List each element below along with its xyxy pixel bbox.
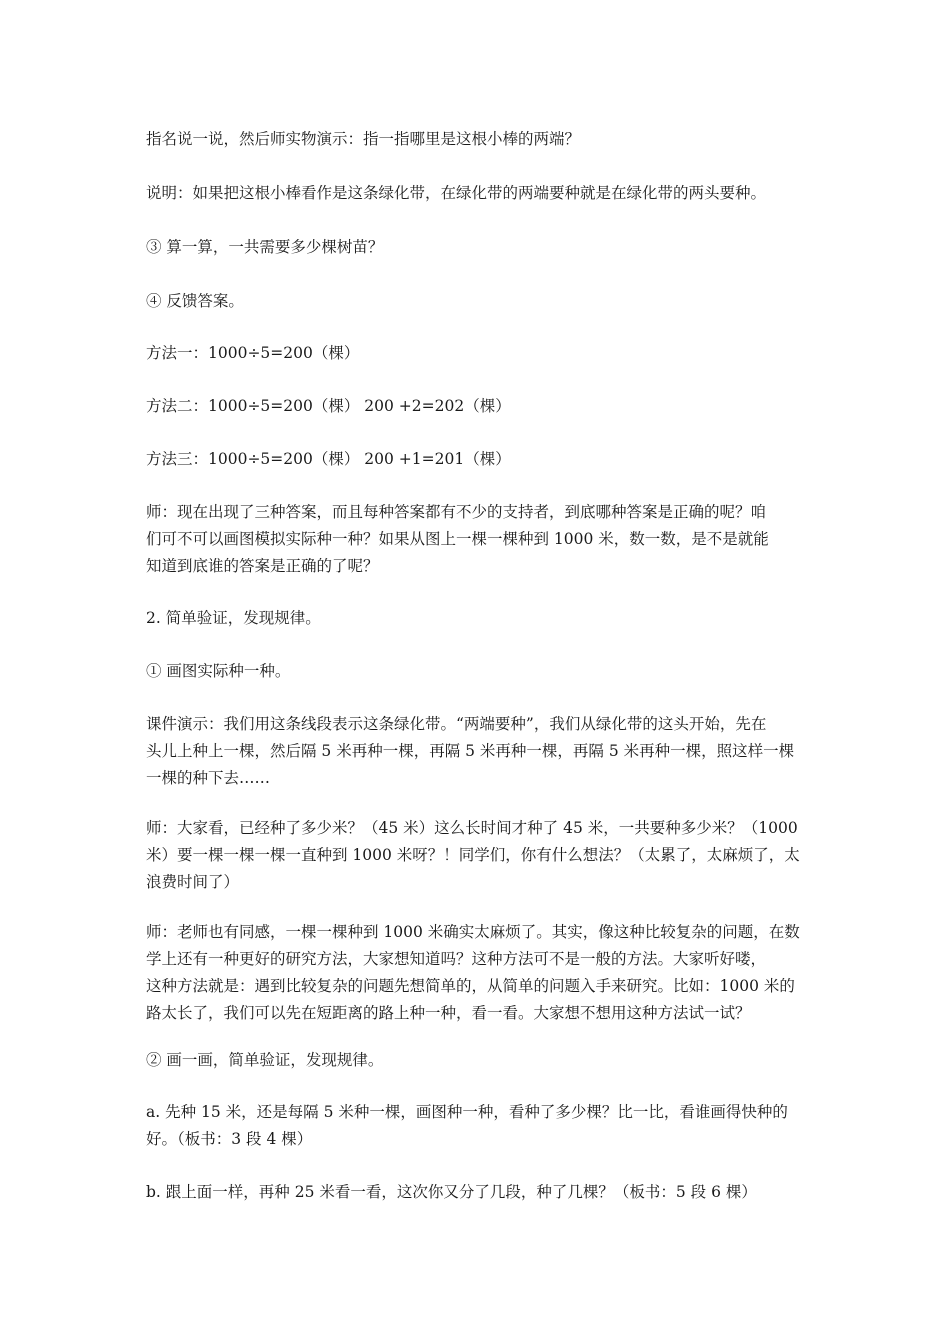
text-line: ③ 算一算，一共需要多少棵树苗？ xyxy=(146,238,384,256)
paragraph-11 xyxy=(146,711,816,792)
text-line: 指名说一说，然后师实物演示：指一指哪里是这根小棒的两端？ xyxy=(146,130,581,148)
text-line: 好。（板书：3 段 4 棵） xyxy=(146,1130,313,1148)
paragraph-6 xyxy=(146,393,816,420)
text-line: 师：现在出现了三种答案，而且每种答案都有不少的支持者，到底哪种答案是正确的呢？咱 xyxy=(146,503,767,521)
text-line: 课件演示：我们用这条线段表示这条绿化带。“两端要种”，我们从绿化带的这头开始，先在 xyxy=(146,715,767,733)
text-line: 米）要一棵一棵一棵一直种到 1000 米呀？！同学们，你有什么想法？（太累了，太麻烦了，太 xyxy=(146,846,800,864)
text-line: ② 画一画，简单验证，发现规律。 xyxy=(146,1051,384,1069)
text-line: 浪费时间了） xyxy=(146,873,240,891)
text-line: 方法三：1000÷5=200（棵） 200 +1=201（棵） xyxy=(146,450,511,468)
paragraph-15 xyxy=(146,1099,816,1153)
paragraph-16 xyxy=(146,1179,816,1206)
text-line: 们可不可以画图模拟实际种一种？如果从图上一棵一棵种到 1000 米，数一数，是不是就能 xyxy=(146,530,769,548)
text-line: 头儿上种上一棵，然后隔 5 米再种一棵，再隔 5 米再种一棵，再隔 5 米再种一棵，照这样一棵 xyxy=(146,742,795,760)
text-line: 师：大家看，已经种了多少米？（45 米）这么长时间才种了 45 米，一共要种多少米？（1000 xyxy=(146,819,798,837)
paragraph-10 xyxy=(146,658,816,685)
text-line: 路太长了，我们可以先在短距离的路上种一种，看一看。大家想不想用这种方法试一试？ xyxy=(146,1004,751,1022)
text-line: 方法一：1000÷5=200（棵） xyxy=(146,344,360,362)
paragraph-13 xyxy=(146,919,816,1027)
paragraph-1 xyxy=(146,126,816,153)
text-line: 这种方法就是：遇到比较复杂的问题先想简单的，从简单的问题入手来研究。比如：1000 米的 xyxy=(146,977,795,995)
text-line: 一棵的种下去…… xyxy=(146,769,271,787)
text-line: ① 画图实际种一种。 xyxy=(146,662,291,680)
paragraph-8 xyxy=(146,499,816,580)
text-line: 2. 简单验证，发现规律。 xyxy=(146,609,321,627)
text-line: 知道到底谁的答案是正确的了呢？ xyxy=(146,557,379,575)
paragraph-4 xyxy=(146,288,816,315)
paragraph-5 xyxy=(146,340,816,367)
paragraph-9 xyxy=(146,605,816,632)
text-line: a. 先种 15 米，还是每隔 5 米种一棵，画图种一种，看种了多少棵？比一比，看谁画得快种的 xyxy=(146,1103,788,1121)
text-line: ④ 反馈答案。 xyxy=(146,292,244,310)
text-line: b. 跟上面一样，再种 25 米看一看，这次你又分了几段，种了几棵？（板书：5 段 6 棵） xyxy=(146,1183,757,1201)
text-line: 学上还有一种更好的研究方法，大家想知道吗？这种方法可不是一般的方法。大家听好喽， xyxy=(146,950,767,968)
paragraph-14 xyxy=(146,1047,816,1074)
paragraph-7 xyxy=(146,446,816,473)
paragraph-3 xyxy=(146,234,816,261)
paragraph-12 xyxy=(146,815,816,896)
text-line: 师：老师也有同感，一棵一棵种到 1000 米确实太麻烦了。其实，像这种比较复杂的问题，在数 xyxy=(146,923,800,941)
text-line: 说明：如果把这根小棒看作是这条绿化带，在绿化带的两端要种就是在绿化带的两头要种。 xyxy=(146,184,767,202)
text-line: 方法二：1000÷5=200（棵） 200 +2=202（棵） xyxy=(146,397,511,415)
paragraph-2 xyxy=(146,180,816,207)
